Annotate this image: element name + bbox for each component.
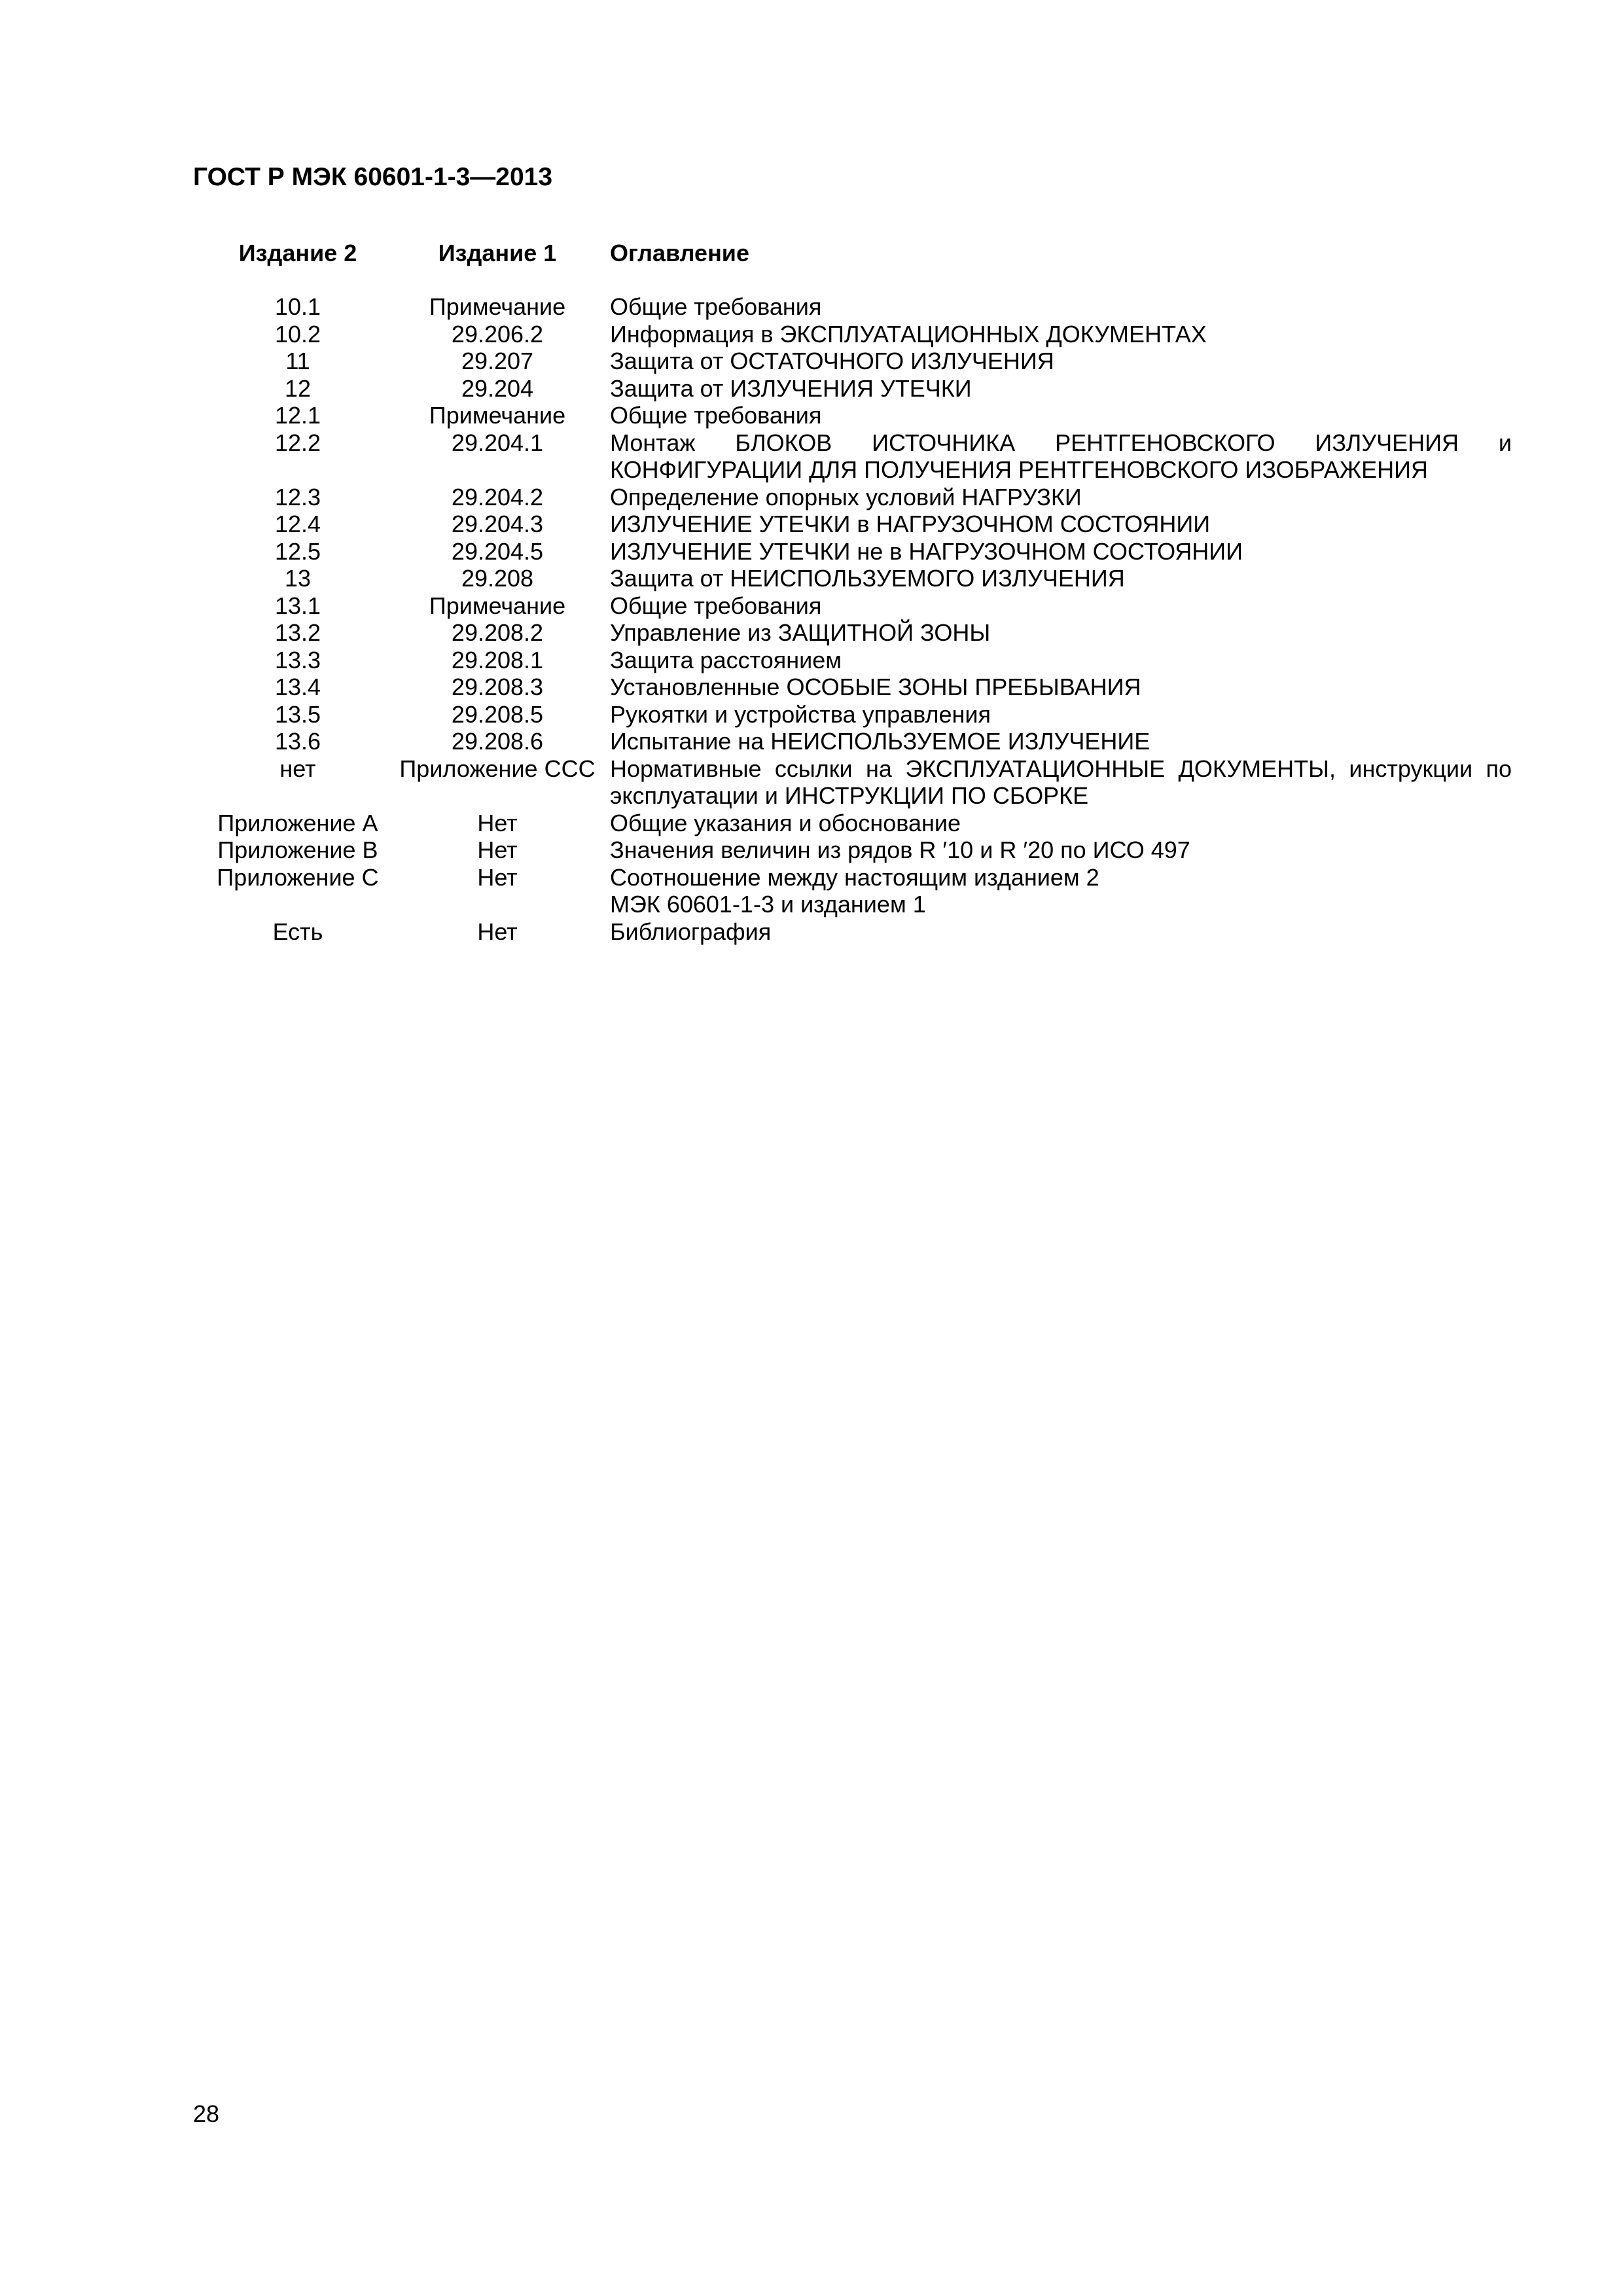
cell-contents: Общие указания и обоснование [610, 809, 961, 836]
cell-edition-2: Приложение В [217, 836, 378, 863]
table-row [196, 728, 1512, 755]
cell-edition-1: Нет [477, 809, 518, 836]
table-row [196, 511, 1512, 538]
cell-contents: Общие требования [610, 592, 822, 619]
cell-edition-1: Нет [477, 863, 518, 891]
table-row [196, 484, 1512, 511]
cell-contents: Общие требования [610, 402, 822, 429]
table-row [196, 864, 1512, 918]
table-row [196, 375, 1512, 403]
cell-edition-2: 12.3 [274, 483, 321, 511]
document-title: ГОСТ Р МЭК 60601-1-3—2013 [193, 163, 553, 191]
cell-contents: Соотношение между настоящим изданием 2 МЭК 60601-1-3 и изданием 1 [610, 863, 1099, 918]
cell-contents: Монтаж БЛОКОВ ИСТОЧНИКА РЕНТГЕНОВСКОГО ИЗЛУЧЕНИЯ и КОНФИГУРАЦИИ ДЛЯ ПОЛУЧЕНИЯ РЕНТГЕНОВСКОГО ИЗОБРАЖЕНИЯ [610, 429, 1512, 483]
cell-edition-1: 29.208 [461, 565, 534, 592]
cell-edition-1: 29.208.1 [451, 646, 544, 673]
table-row [196, 810, 1512, 837]
cell-edition-1: Приложение ССС [399, 755, 596, 782]
cell-contents: Защита от ОСТАТОЧНОГО ИЗЛУЧЕНИЯ [610, 348, 1054, 374]
table-header [196, 240, 1512, 293]
cell-edition-2: 13.6 [274, 728, 321, 755]
table-row [196, 836, 1512, 864]
cell-edition-1: 29.204.1 [451, 429, 544, 456]
cell-edition-1: 29.208.2 [451, 619, 544, 646]
cell-contents: Рукоятки и устройства управления [610, 700, 991, 728]
cell-edition-2: 12 [284, 374, 312, 402]
table-row [196, 565, 1512, 592]
table-row [196, 592, 1512, 620]
cell-contents: Информация в ЭКСПЛУАТАЦИОННЫХ ДОКУМЕНТАХ [610, 320, 1207, 348]
table-row [196, 402, 1512, 429]
cell-edition-1: Примечание [429, 402, 566, 429]
cell-edition-2: 13.2 [274, 619, 321, 646]
cell-edition-2: 12.4 [274, 511, 321, 537]
table-body [196, 293, 1512, 945]
table-row [196, 918, 1512, 946]
table-row [196, 293, 1512, 321]
cell-contents: Библиография [610, 918, 772, 945]
cell-contents: Общие требования [610, 293, 822, 320]
table-row [196, 701, 1512, 728]
cell-contents: Защита расстоянием [610, 646, 842, 673]
cell-edition-2: 10.2 [274, 320, 321, 348]
cell-contents: Значения величин из рядов R ′10 и R ′20 по ИСО 497 [610, 836, 1190, 863]
header-edition-2: Издание 2 [238, 240, 357, 266]
cell-edition-1: 29.208.5 [451, 700, 544, 728]
cell-edition-1: Примечание [429, 592, 566, 619]
cell-contents: ИЗЛУЧЕНИЕ УТЕЧКИ в НАГРУЗОЧНОМ СОСТОЯНИИ [610, 511, 1211, 537]
cell-edition-1: 29.204.2 [451, 483, 544, 511]
cell-edition-1: Нет [477, 918, 518, 945]
table-header-row [196, 240, 1512, 293]
table-row [196, 673, 1512, 701]
table-row [196, 755, 1512, 810]
edition-correspondence-table [196, 240, 1512, 945]
cell-edition-2: Приложение С [217, 863, 379, 891]
cell-edition-1: 29.204.3 [451, 511, 544, 537]
cell-edition-2: Приложение А [217, 809, 378, 836]
table-row [196, 538, 1512, 565]
cell-edition-1: 29.207 [461, 348, 534, 374]
table-row [196, 647, 1512, 674]
cell-contents: Нормативные ссылки на ЭКСПЛУАТАЦИОННЫЕ ДОКУМЕНТЫ, инструкции по эксплуатации и ИНСТРУКЦИИ ПО СБОРКЕ [610, 755, 1512, 809]
cell-edition-2: 11 [285, 348, 310, 374]
cell-edition-1: 29.208.6 [451, 728, 544, 755]
cell-contents: ИЗЛУЧЕНИЕ УТЕЧКИ не в НАГРУЗОЧНОМ СОСТОЯНИИ [610, 537, 1243, 565]
cell-edition-2: Есть [272, 918, 323, 945]
cell-contents: Защита от ИЗЛУЧЕНИЯ УТЕЧКИ [610, 374, 972, 402]
cell-edition-1: 29.204 [461, 374, 534, 402]
cell-edition-1: 29.204.5 [451, 537, 544, 565]
cell-edition-2: 12.5 [274, 537, 321, 565]
cell-edition-2: 12.2 [274, 429, 321, 456]
table-row [196, 348, 1512, 375]
cell-contents: Испытание на НЕИСПОЛЬЗУЕМОЕ ИЗЛУЧЕНИЕ [610, 728, 1150, 755]
cell-edition-2: нет [279, 755, 316, 782]
cell-contents: Определение опорных условий НАГРУЗКИ [610, 483, 1082, 511]
cell-edition-1: 29.206.2 [451, 320, 544, 348]
cell-edition-1: Нет [477, 836, 518, 863]
cell-edition-2: 12.1 [274, 402, 321, 429]
cell-edition-2: 13.5 [274, 700, 321, 728]
header-contents: Оглавление [610, 240, 749, 266]
cell-edition-2: 13.4 [274, 673, 321, 700]
cell-edition-1: Примечание [429, 293, 566, 320]
header-edition-1: Издание 1 [438, 240, 557, 266]
cell-edition-2: 13.3 [274, 646, 321, 673]
cell-edition-2: 13 [284, 565, 312, 592]
cell-edition-2: 10.1 [274, 293, 321, 320]
cell-contents: Защита от НЕИСПОЛЬЗУЕМОГО ИЗЛУЧЕНИЯ [610, 565, 1125, 592]
table-row [196, 619, 1512, 647]
cell-edition-1: 29.208.3 [451, 673, 544, 700]
table-row [196, 321, 1512, 348]
page-number: 28 [193, 2100, 220, 2127]
cell-contents: Управление из ЗАЩИТНОЙ ЗОНЫ [610, 619, 991, 646]
cell-contents: Установленные ОСОБЫЕ ЗОНЫ ПРЕБЫВАНИЯ [610, 673, 1141, 700]
table-row [196, 429, 1512, 484]
cell-edition-2: 13.1 [274, 592, 321, 619]
